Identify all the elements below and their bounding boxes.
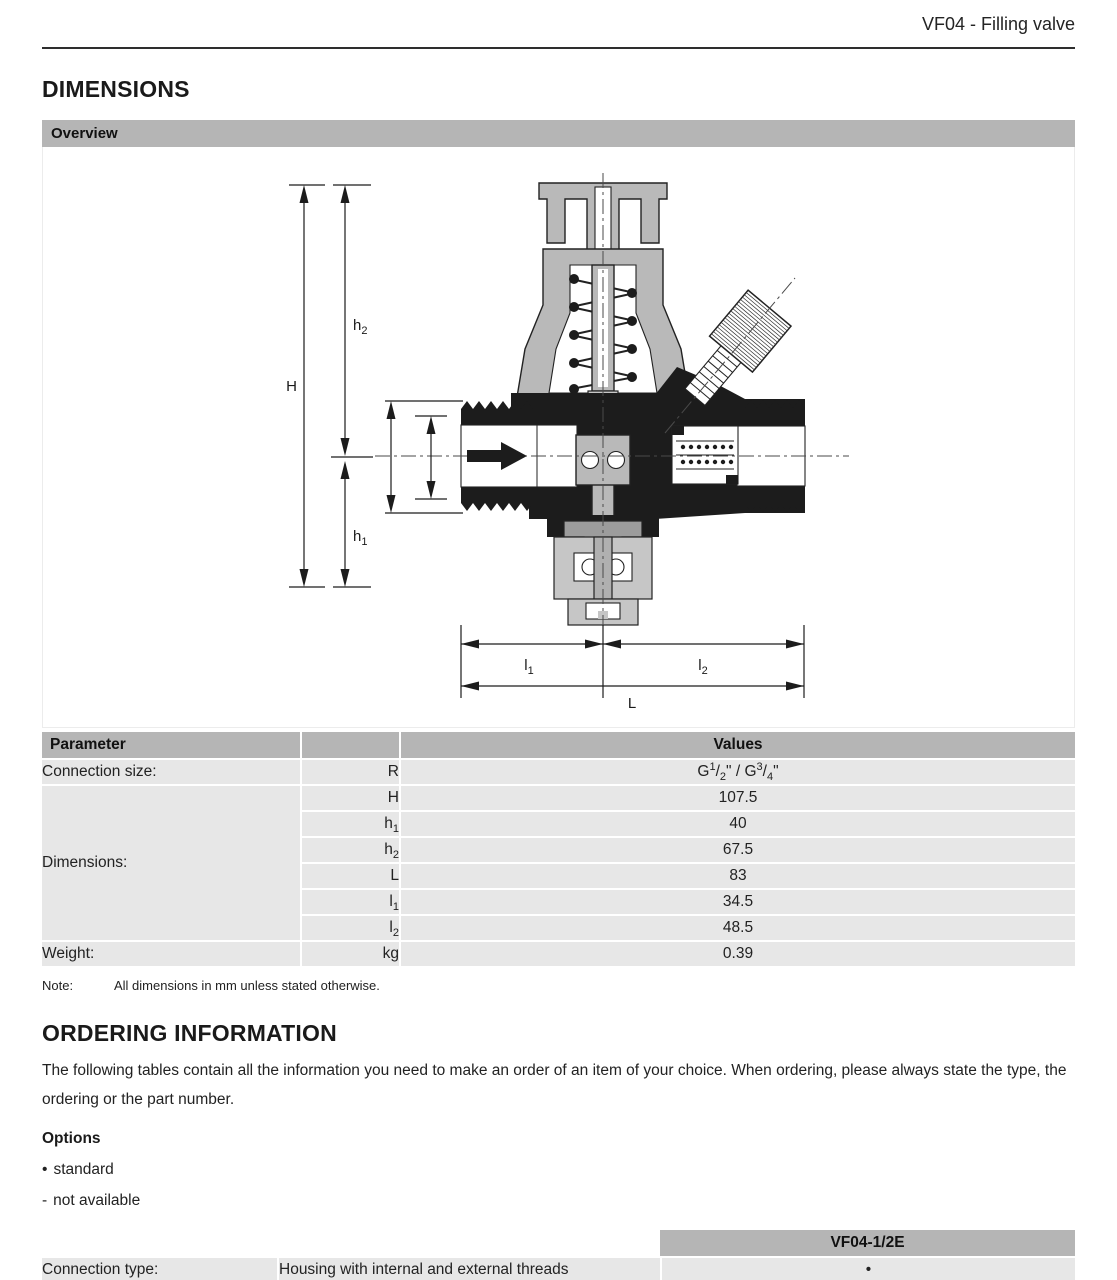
header-parameter: Parameter [42, 732, 300, 758]
param-connection-size: Connection size: [42, 758, 300, 784]
header-rule [42, 47, 1075, 49]
option-not-available [42, 1192, 1075, 1210]
symbol-l2: $l_2$ [300, 914, 399, 940]
value-h1: 40 [399, 810, 1075, 836]
label-H: H [286, 378, 297, 395]
label-h1: $h_1$ [353, 528, 368, 548]
ordering-description: Housing with internal and external threads [277, 1256, 660, 1280]
note-text: All dimensions in mm unless stated otherwise. [114, 978, 380, 993]
option-label: standard [53, 1161, 114, 1178]
strainer-insert [672, 426, 738, 484]
value-L: 83 [399, 862, 1075, 888]
ordering-header-row [42, 1230, 1075, 1256]
note-label: Note: [42, 978, 74, 993]
label-h2: $h_2$ [353, 317, 368, 337]
table-row-weight [42, 940, 1075, 966]
ordering-section-title: ORDERING INFORMATION [42, 1020, 337, 1046]
ordering-row-connection-type [42, 1256, 1075, 1280]
options-title: Options [42, 1130, 101, 1147]
ordering-header-blank-2 [277, 1230, 660, 1256]
option-label: not available [53, 1192, 141, 1209]
header-symbol [300, 732, 399, 758]
symbol-R: R [300, 758, 399, 784]
ordering-table [42, 1230, 1075, 1280]
value-l2: 48.5 [399, 914, 1075, 940]
table-row-H [42, 784, 1075, 810]
label-l2: $l_2$ [698, 657, 708, 677]
table-row-connection-size [42, 758, 1075, 784]
valve-drawing-svg [43, 147, 1076, 728]
symbol-h2: $h_2$ [300, 836, 399, 862]
overview-section-bar: Overview [42, 120, 1075, 147]
ordering-intro-paragraph: The following tables contain all the information you need to make an order of an item of your choice. When ordering, please always state the type, the ordering or the part number. [42, 1062, 1067, 1108]
param-dimensions: Dimensions: [42, 784, 300, 940]
label-l1: $l_1$ [524, 657, 534, 677]
table-header-row [42, 732, 1075, 758]
product-header: VF04-1/2E [660, 1230, 1075, 1256]
dimension-table [42, 732, 1075, 966]
availability-dot: • [660, 1256, 1075, 1280]
document-title: VF04 - Filling valve [921, 14, 1075, 34]
value-H: 107.5 [399, 784, 1075, 810]
symbol-l1: $l_1$ [300, 888, 399, 914]
symbol-L: L [300, 862, 399, 888]
dimensions-section-title: DIMENSIONS [42, 76, 190, 102]
label-L: L [627, 695, 637, 712]
value-connection-size: $G^1/_2$" / $G^3/_4$" [399, 758, 1075, 784]
bullet-marker: • [42, 1161, 48, 1178]
valve-cross-section-drawing [42, 147, 1075, 728]
symbol-h1: $h_1$ [300, 810, 399, 836]
header-values: Values [399, 732, 1075, 758]
param-weight: Weight: [42, 940, 300, 966]
symbol-H: H [300, 784, 399, 810]
value-h2: 67.5 [399, 836, 1075, 862]
value-weight: 0.39 [399, 940, 1075, 966]
table-note [42, 978, 1075, 993]
value-l1: 34.5 [399, 888, 1075, 914]
symbol-kg: kg [300, 940, 399, 966]
option-standard [42, 1161, 1075, 1179]
ordering-param: Connection type: [42, 1256, 277, 1280]
ordering-header-blank-1 [42, 1230, 277, 1256]
dash-marker: - [42, 1192, 48, 1209]
valve-body-group [461, 183, 805, 625]
